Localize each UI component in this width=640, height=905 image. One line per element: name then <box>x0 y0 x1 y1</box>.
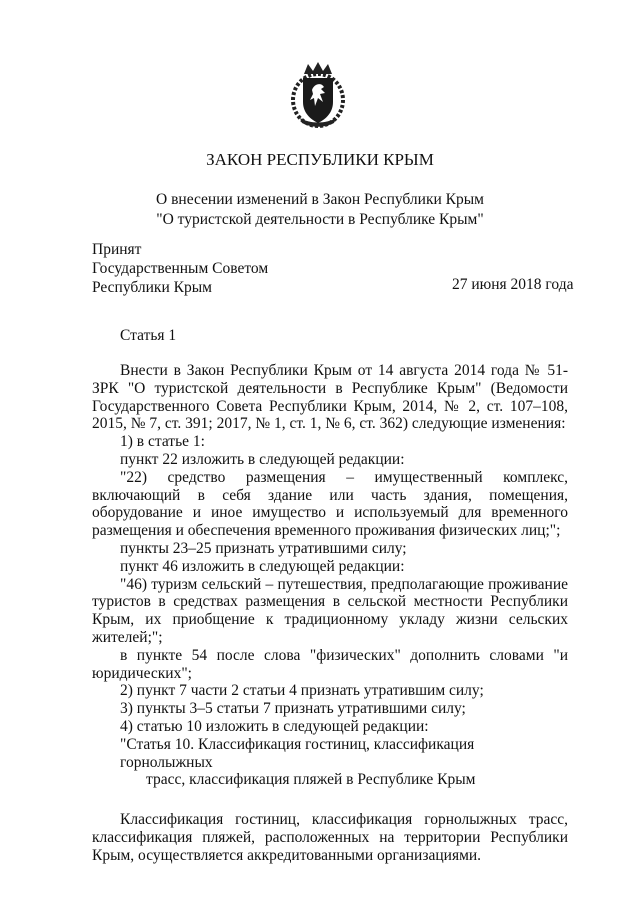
adoption-line-1: Принят <box>92 241 142 258</box>
article-10-heading-line-1: "Статья 10. Классификация гостиниц, классификация горнолыжных <box>120 735 475 771</box>
paragraph: пункт 46 изложить в следующей редакции: <box>120 557 405 575</box>
adoption-date: 27 июня 2018 года <box>452 276 574 293</box>
paragraph: 3) пункты 3–5 статьи 7 признать утратившими силу; <box>120 700 466 718</box>
subtitle-line-1: О внесении изменений в Закон Республики Крым <box>156 191 484 208</box>
adoption-line-3: Республики Крым <box>92 279 212 296</box>
paragraph: 1) в статье 1: <box>120 433 205 451</box>
document-body <box>92 362 568 865</box>
document-subtitle <box>0 190 640 230</box>
paragraph: 4) статью 10 изложить в следующей редакции: <box>120 717 429 735</box>
paragraph: в пункте 54 после слова "физических" дополнить словами "и юридических"; <box>92 646 568 682</box>
adoption-block <box>92 240 268 297</box>
paragraph: пункт 22 изложить в следующей редакции: <box>120 450 405 468</box>
spacer <box>92 789 568 811</box>
paragraph: пункты 23–25 признать утратившими силу; <box>120 539 407 557</box>
paragraph: "22) средство размещения – имущественный комплекс, включающий в себя здание или часть здания, помещения, оборудование и иное имущество и используемый для временного размещения и обеспечения временного проживания физических лиц;"; <box>92 468 568 540</box>
paragraph: "46) туризм сельский – путешествия, предполагающие проживание туристов в средствах размещения в сельской местности Республики Крым, их приобщение к традиционному укладу жизни сельских жителей;"; <box>92 575 568 646</box>
paragraph: 2) пункт 7 части 2 статьи 4 признать утратившим силу; <box>120 682 484 700</box>
article-heading: Статья 1 <box>120 327 177 344</box>
subtitle-line-2: "О туристской деятельности в Республике Крым" <box>156 211 484 228</box>
article-10-heading-line-2: трасс, классификация пляжей в Республике Крым <box>146 771 476 789</box>
paragraph: Внести в Закон Республики Крым от 14 августа 2014 года № 51-ЗРК "О туристской деятельности в Республике Крым" (Ведомости Государственного Совета Республики Крым, 2014, № 2, ст. 107–108, 2015, № 7, ст. 391; 2017, № 1, ст. 1, № 6, ст. 362) следующие изменения: <box>92 362 568 433</box>
adoption-line-2: Государственным Советом <box>92 260 269 277</box>
coat-of-arms-icon <box>290 60 346 128</box>
document-title: ЗАКОН РЕСПУБЛИКИ КРЫМ <box>206 150 434 169</box>
paragraph: Классификация гостиниц, классификация горнолыжных трасс, классификация пляжей, расположенных на территории Республики Крым, осуществляется аккредитованными организациями. <box>92 811 568 864</box>
